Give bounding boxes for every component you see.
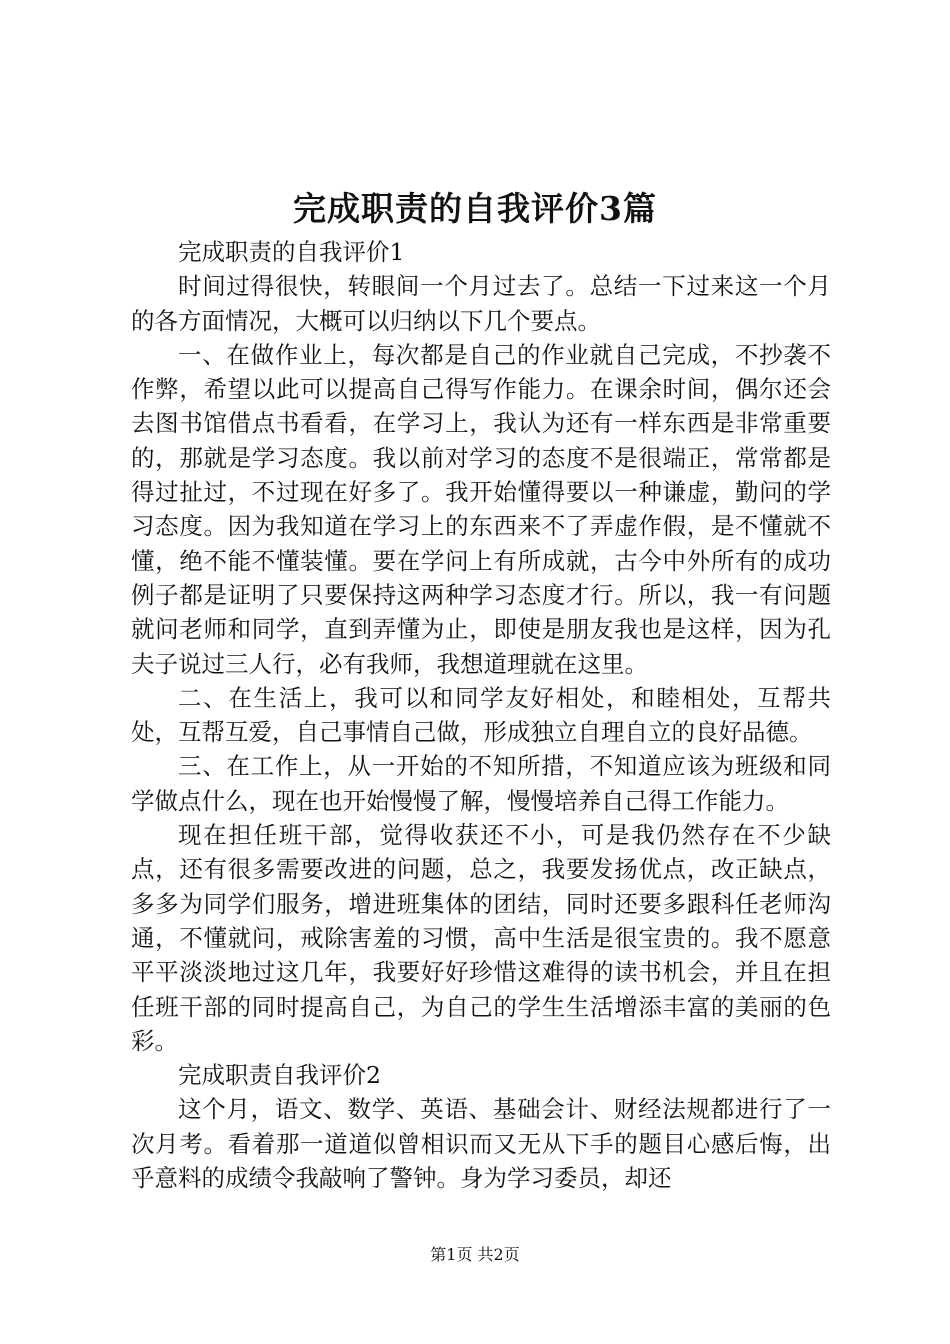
section-heading-1: 完成职责的自我评价1 [178,238,405,266]
paragraph-intro: 时间过得很快，转眼间一个月过去了。总结一下过来这一个月的各方面情况，大概可以归纳以下几个要点。 [131,272,831,335]
paragraph-summary: 现在担任班干部，觉得收获还不小，可是我仍然存在不少缺点，还有很多需要改进的问题，总之，我要发扬优点，改正缺点，多多为同学们服务，增进班集体的团结，同时还要多跟科任老师沟通，不懂就问，戒除害羞的习惯，高中生活是很宝贵的。我不愿意平平淡淡地过这几年，我要好好珍惜这难得的读书机会，并且在担任班干部的同时提高自己，为自己的学生生活增添丰富的美丽的色彩。 [131,821,831,1055]
document-body [131,235,831,1195]
paragraph-exam: 这个月，语文、数学、英语、基础会计、财经法规都进行了一次月考。看着那一道道似曾相识而又无从下手的题目心感后悔，出乎意料的成绩令我敲响了警钟。身为学习委员，却还 [131,1095,831,1193]
document-title: 完成职责的自我评价3篇 [293,189,657,228]
paragraph-study: 一、在做作业上，每次都是自己的作业就自己完成，不抄袭不作弊，希望以此可以提高自己得写作能力。在课余时间，偶尔还会去图书馆借点书看看，在学习上，我认为还有一样东西是非常重要的，那就是学习态度。我以前对学习的态度不是很端正，常常都是得过扯过，不过现在好多了。我开始懂得要以一种谦虚，勤问的学习态度。因为我知道在学习上的东西来不了弄虚作假，是不懂就不懂，绝不能不懂装懂。要在学问上有所成就，古今中外所有的成功例子都是证明了只要保持这两种学习态度才行。所以，我一有问题就问老师和同学，直到弄懂为止，即使是朋友我也是这样，因为孔夫子说过三人行，必有我师，我想道理就在这里。 [131,340,831,678]
section-heading-2: 完成职责自我评价2 [178,1061,381,1090]
page-footer: 第1页 共2页 [430,1245,520,1264]
paragraph-work: 三、在工作上，从一开始的不知所措，不知道应该为班级和同学做点什么，现在也开始慢慢了解，慢慢培养自己得工作能力。 [131,752,831,815]
paragraph-life: 二、在生活上，我可以和同学友好相处，和睦相处，互帮共处，互帮互爱，自己事情自己做，形成独立自理自立的良好品德。 [131,683,831,747]
